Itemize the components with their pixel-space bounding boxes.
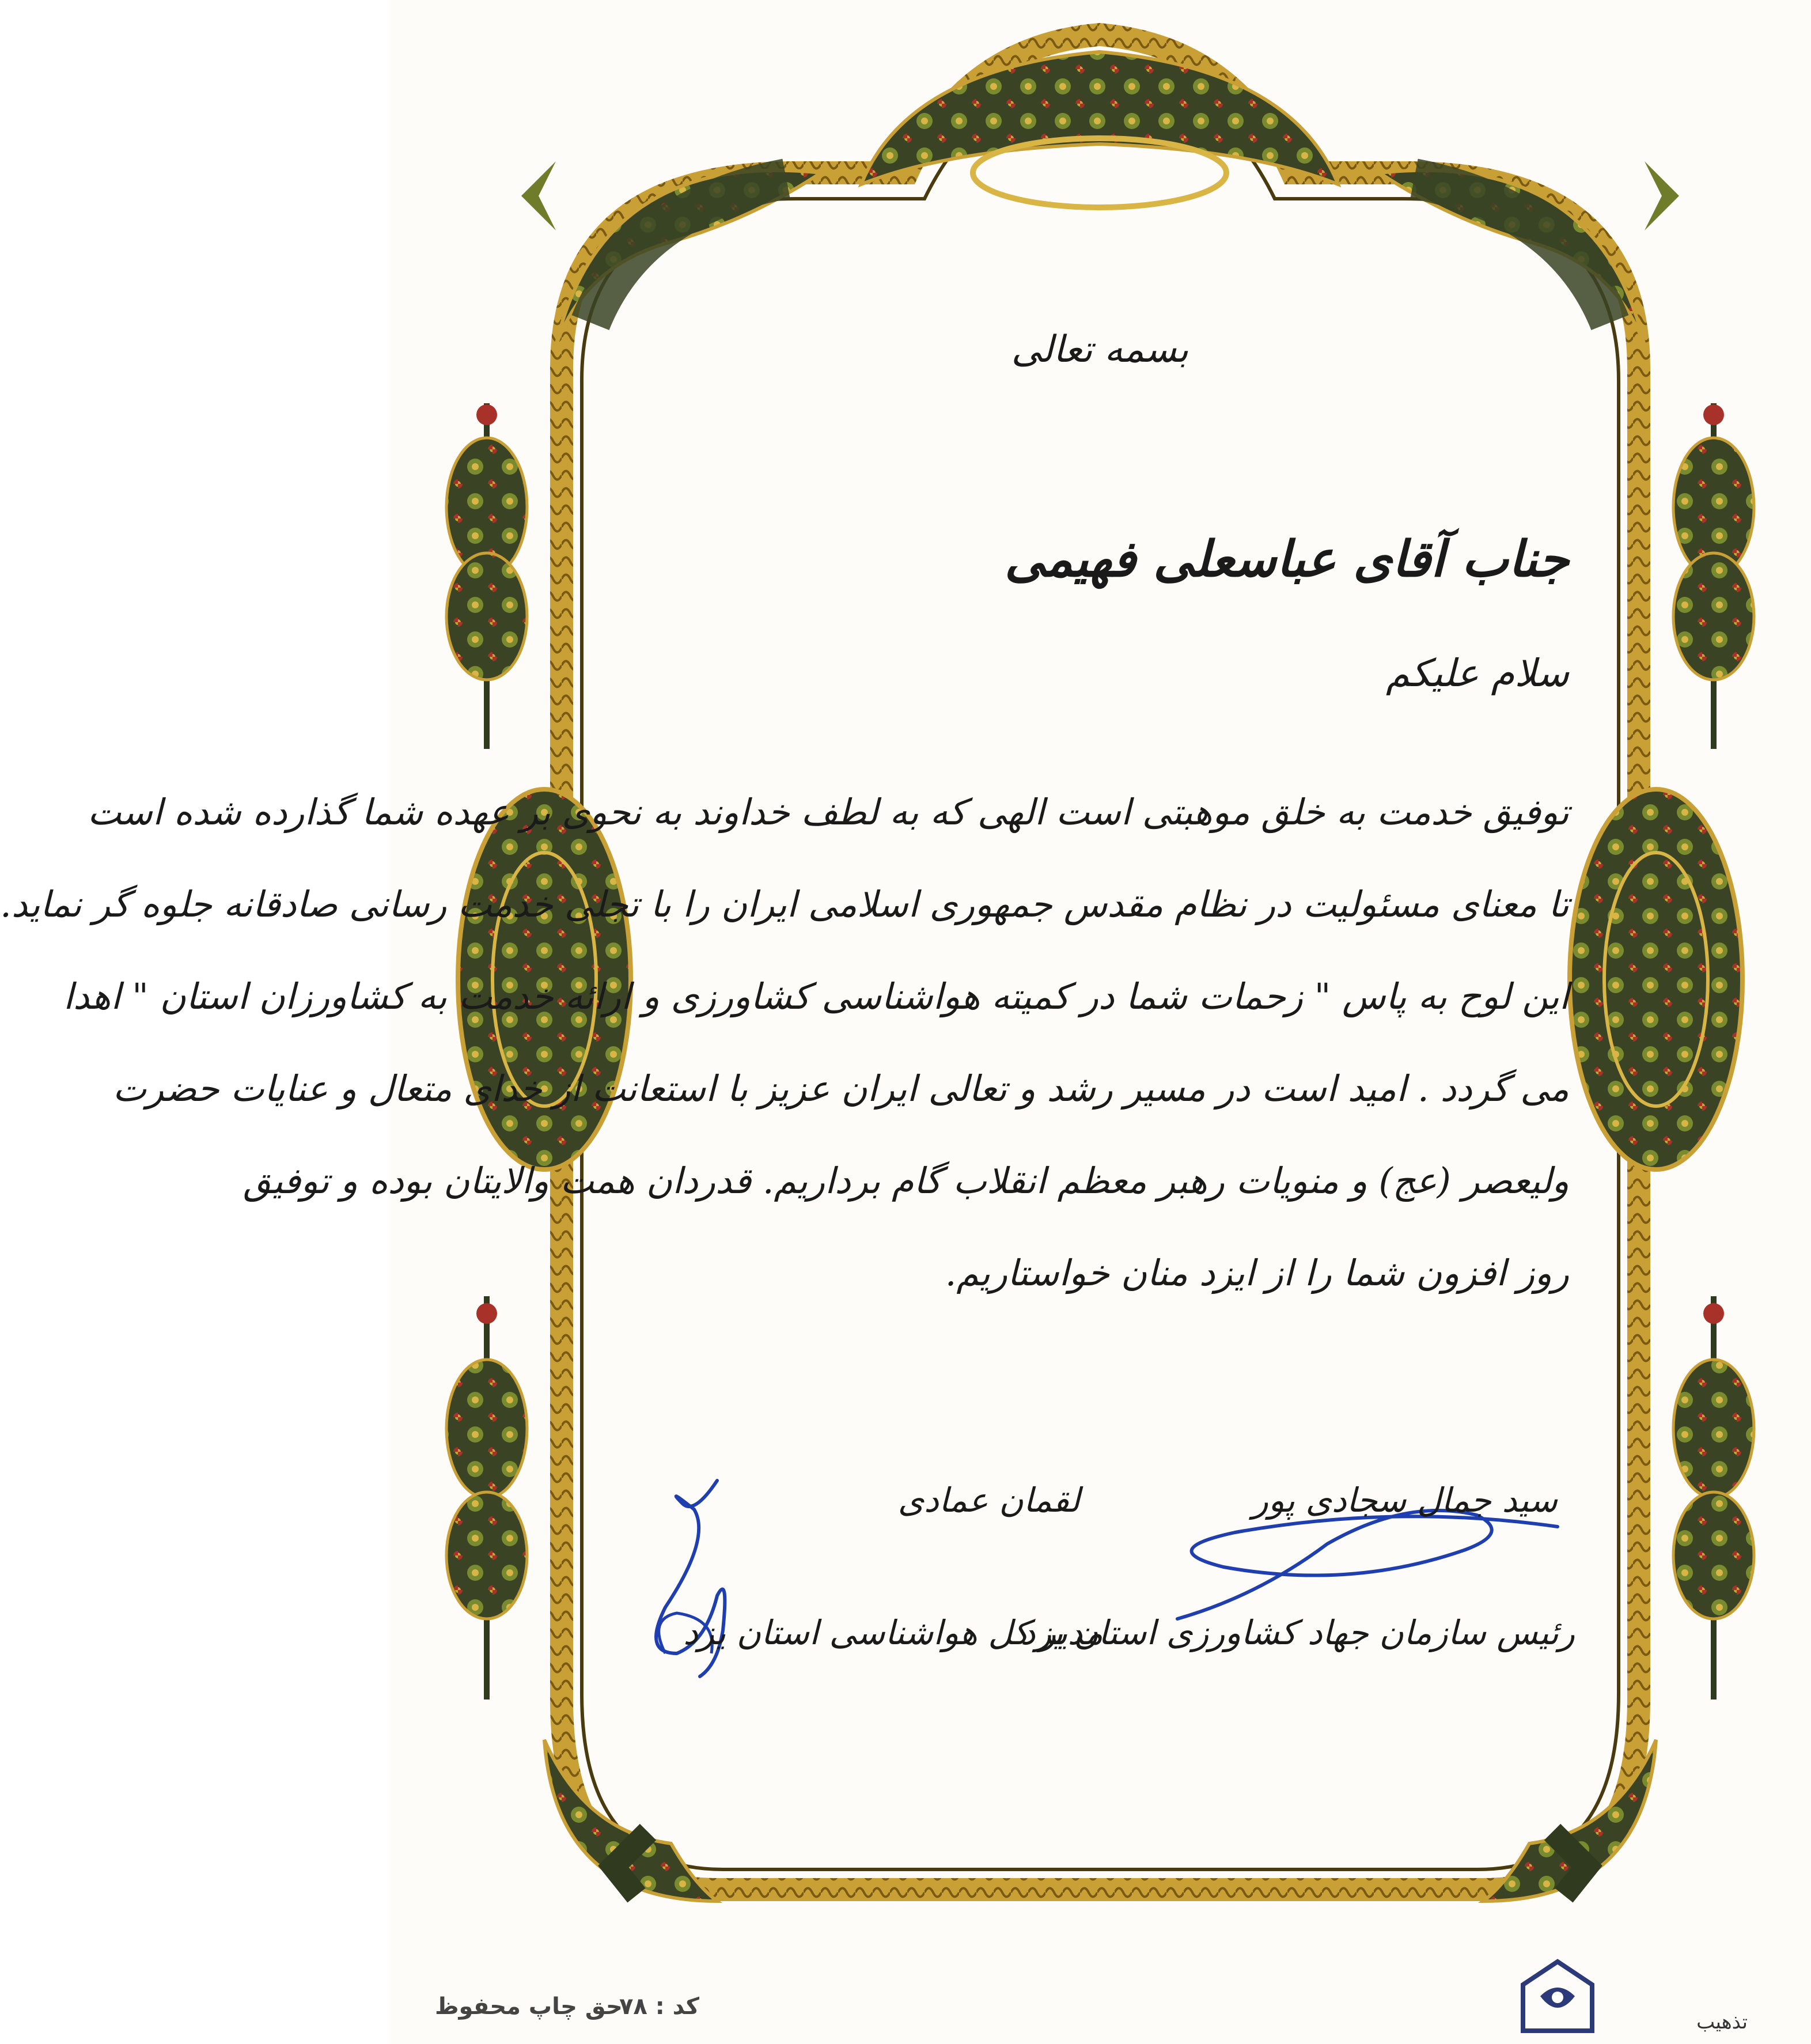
body-line: می گردد . امید است در مسیر رشد و تعالی ایران عزیز با استعانت از خدای متعال و عنایات حضرت <box>112 1068 1569 1110</box>
top-dome-ornament <box>861 52 1338 184</box>
signature-block-meteorology <box>631 1481 1103 1699</box>
addressee-name: جناب آقای عباسعلی فهیمی <box>1005 530 1569 588</box>
design-code: کد : ۷۸ <box>619 1993 700 2020</box>
body-line: توفیق خدمت به خلق موهبتی است الهی که به لطف خداوند به نحوی بر عهده شما گذارده شده است <box>87 791 1569 833</box>
signatory-name: سید جمال سجادی پور <box>1252 1481 1558 1520</box>
signature-block-agriculture <box>1020 1481 1581 1699</box>
copyright-notice: حق چاپ محفوظ <box>435 1993 623 2020</box>
right-side-medallion <box>1570 789 1742 1169</box>
left-lower-finial <box>446 1296 527 1699</box>
body-line: روز افزون شما را از ایزد منان خواستاریم. <box>945 1252 1569 1294</box>
gilding-credit: تذهیب <box>1696 2011 1748 2034</box>
right-upper-finial <box>1673 403 1754 749</box>
body-line: ولیعصر (عج) و منویات رهبر معظم انقلاب گام برداریم. قدردان همت والایتان بوده و توفیق <box>243 1160 1569 1202</box>
body-line: تا معنای مسئولیت در نظام مقدس جمهوری اسلامی ایران را با تجلی خدمت رسانی صادقانه جلوه گر نماید. <box>0 883 1569 925</box>
publisher-logo-icon <box>1511 1956 1604 2037</box>
invocation-heading: بسمه تعالی <box>1011 328 1189 371</box>
left-upper-finial <box>446 403 527 749</box>
letter-body <box>0 766 1569 1319</box>
signatory-title: رئیس سازمان جهاد کشاورزی استان یزد <box>1020 1613 1575 1652</box>
signatory-title: مدیر کل هواشناسی استان یزد <box>683 1613 1103 1652</box>
body-line: این لوح به پاس " زحمات شما در کمیته هواشناسی کشاورزی و ارائه خدمت به کشاورزان استان " اهدا <box>63 975 1569 1017</box>
signatory-name: لقمان عمادی <box>897 1481 1080 1520</box>
greeting: سلام علیکم <box>1385 651 1569 695</box>
right-lower-finial <box>1673 1296 1754 1699</box>
